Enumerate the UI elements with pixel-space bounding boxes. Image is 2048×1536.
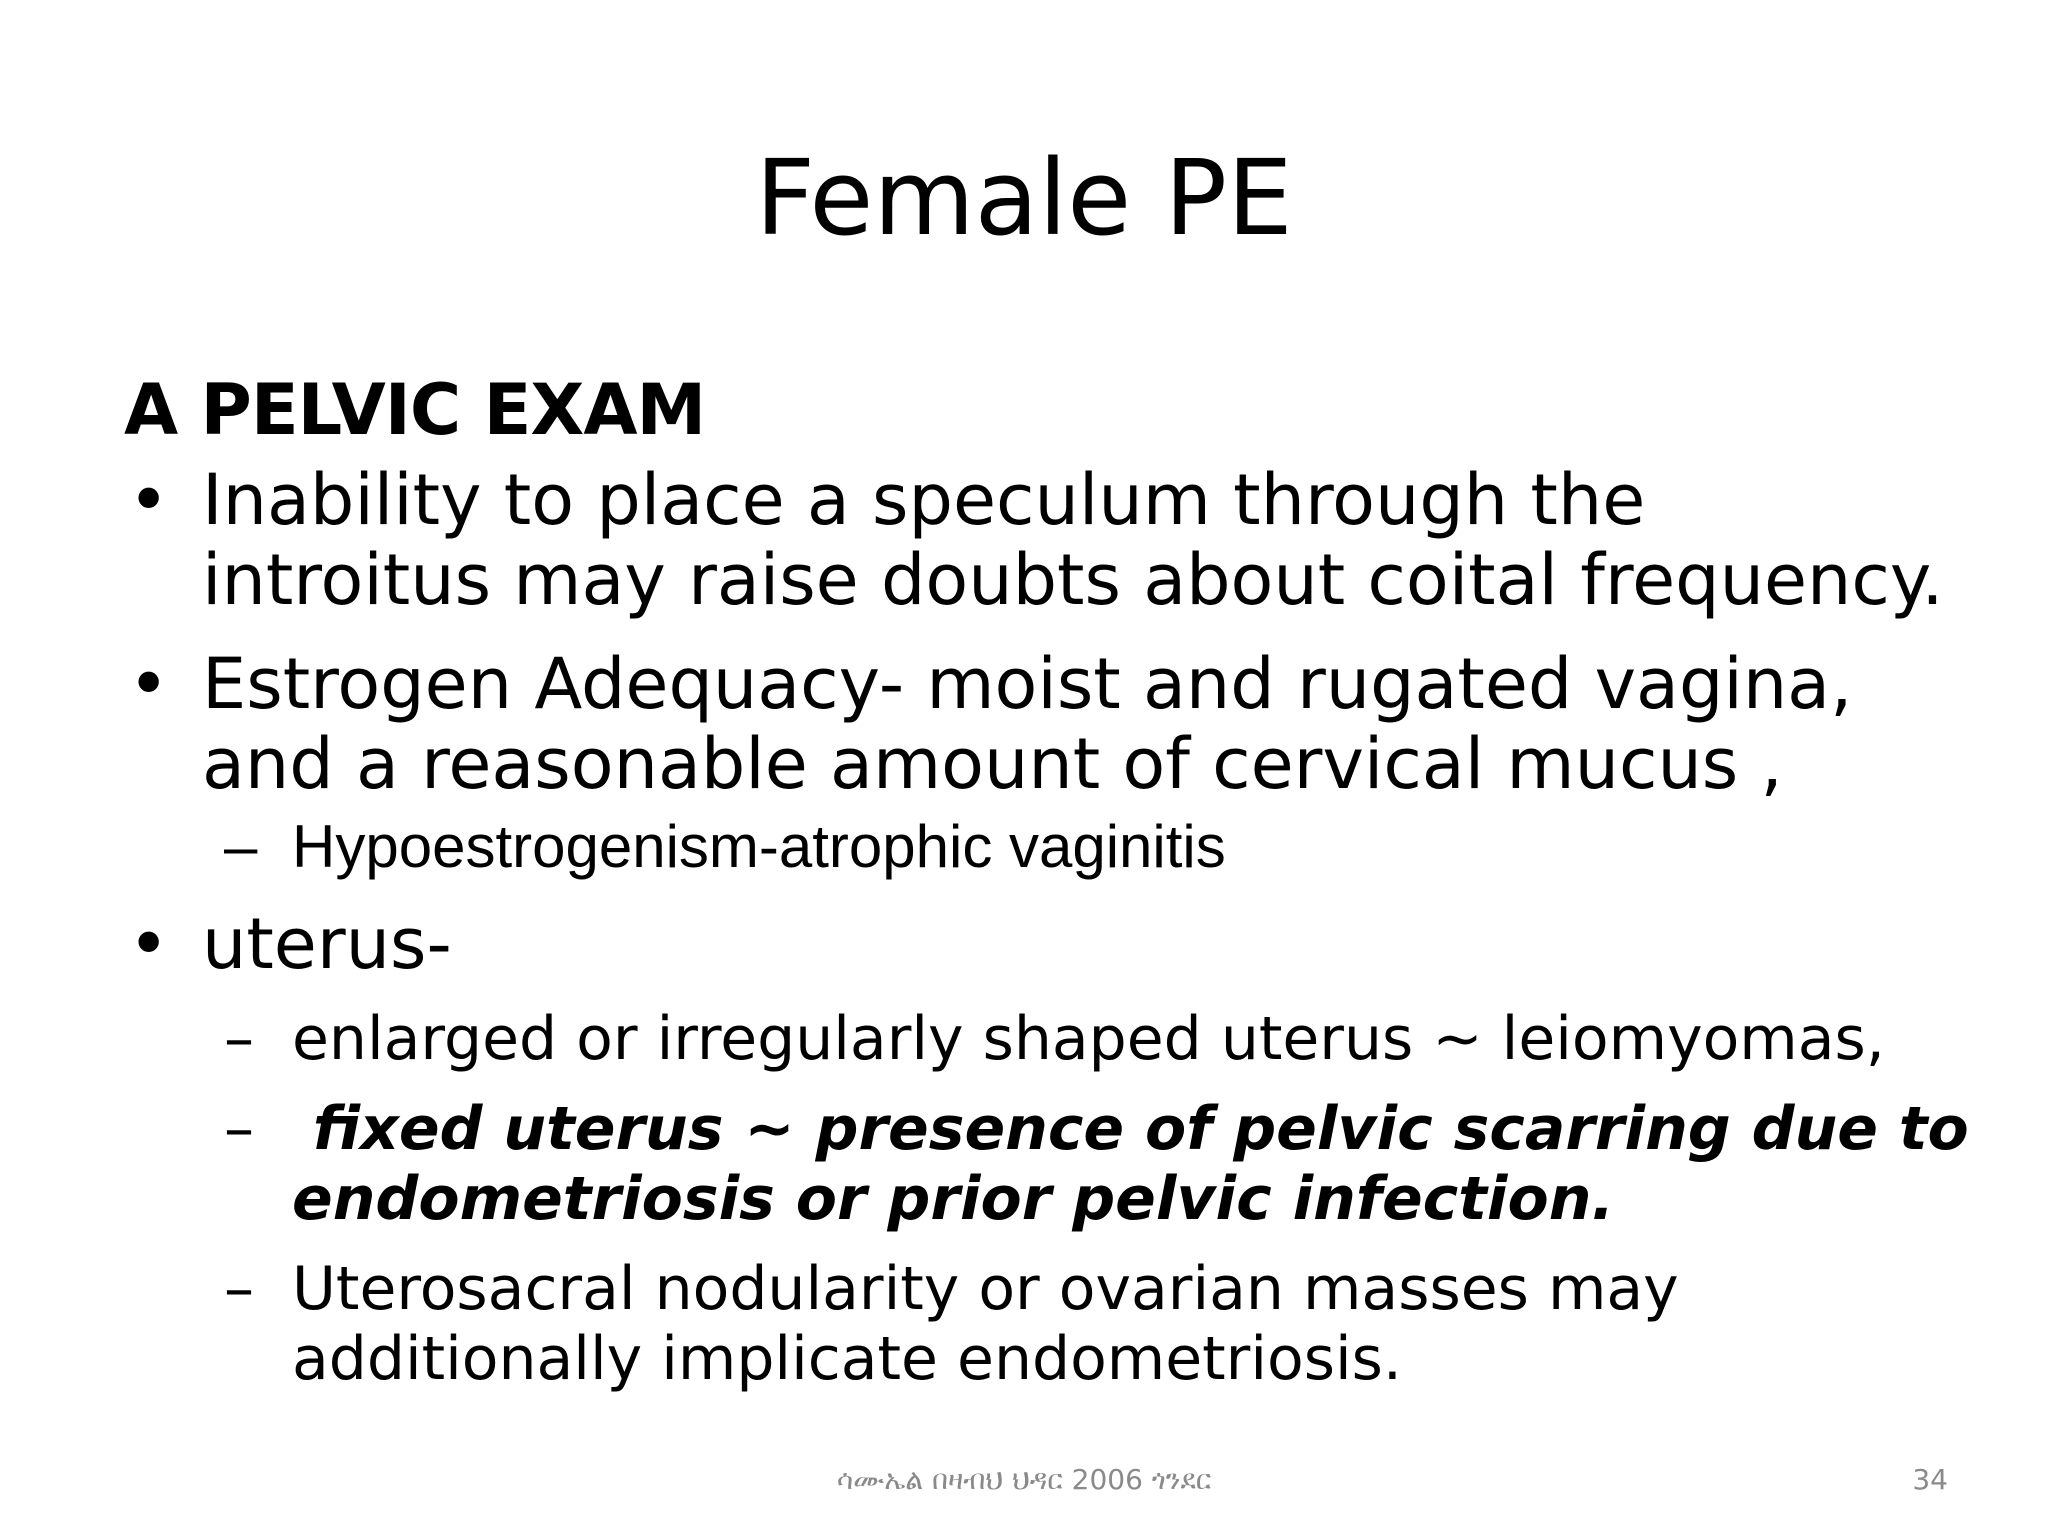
bullet-line: Inability to place a speculum through the [202, 459, 1646, 541]
sub-line: Uterosacral nodularity or ovarian masses may [292, 1254, 1679, 1324]
bullet-line: Estrogen Adequacy- moist and rugated vagina, [202, 643, 1853, 725]
bullet-speculum [124, 460, 1964, 620]
subitem-uterosacral-nodularity [124, 1254, 1964, 1394]
sub-line: fixed uterus ~ presence of pelvic scarring due to [292, 1094, 1969, 1164]
slide-number: 34 [1912, 1463, 1948, 1496]
sub-line: additionally implicate endometriosis. [292, 1324, 1402, 1394]
section-heading: A PELVIC EXAM [124, 369, 706, 451]
sub-dash: – [224, 813, 258, 880]
bullet-line: and a reasonable amount of cervical mucus , [202, 723, 1783, 805]
sub-dash: – [224, 1254, 254, 1324]
bullet-uterus [124, 904, 1964, 984]
subitem-fixed-uterus [124, 1094, 1969, 1234]
bullet-line: introitus may raise doubts about coital frequency. [202, 539, 1944, 621]
bullet-line: uterus- [202, 903, 452, 985]
sub-line: enlarged or irregularly shaped uterus ~ leiomyomas, [292, 1004, 1885, 1074]
bullet-mark: • [128, 459, 170, 541]
slide-title: Female PE [755, 137, 1293, 259]
bullet-mark: • [128, 643, 170, 725]
bullet-estrogen-adequacy [124, 644, 1964, 804]
sub-dash: – [224, 1094, 254, 1164]
sub-line: endometriosis or prior pelvic infection. [292, 1164, 1615, 1234]
sub-dash: – [224, 1004, 254, 1074]
footer-text: ሳሙኤል በዛብህ ህዳር 2006 ጎንደር [836, 1463, 1212, 1496]
subitem-hypoestrogenism [124, 812, 1964, 882]
subitem-enlarged-uterus [124, 1004, 1964, 1074]
sub-line: Hypoestrogenism-atrophic vaginitis [292, 813, 1226, 880]
slide-body [124, 366, 1969, 1394]
bullet-mark: • [128, 903, 170, 985]
